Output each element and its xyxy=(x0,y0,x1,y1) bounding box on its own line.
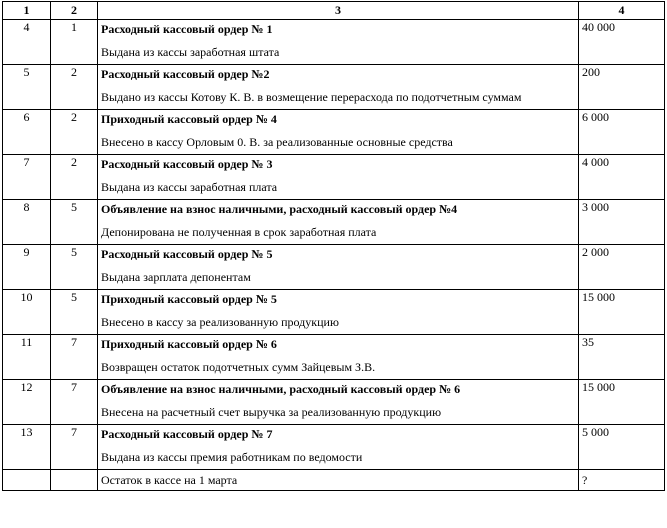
row-description xyxy=(98,425,579,470)
balance-row-number xyxy=(3,470,51,491)
operation-text: Внесено в кассу Орловым 0. В. за реализованные основные средства xyxy=(101,135,453,149)
row-description xyxy=(98,245,579,290)
header-col-4: 4 xyxy=(579,2,665,20)
operation-text: Выдана из кассы заработная плата xyxy=(101,180,278,194)
row-amount: 200 xyxy=(579,65,665,110)
document-title: Расходный кассовый ордер №2 xyxy=(101,67,270,81)
table-row xyxy=(3,245,665,290)
row-amount: 5 000 xyxy=(579,425,665,470)
row-number: 8 xyxy=(3,200,51,245)
row-description xyxy=(98,290,579,335)
row-description xyxy=(98,155,579,200)
table-row xyxy=(3,425,665,470)
document-title: Приходный кассовый ордер № 5 xyxy=(101,292,277,306)
row-number: 4 xyxy=(3,20,51,65)
row-description xyxy=(98,20,579,65)
row-number: 13 xyxy=(3,425,51,470)
row-day: 1 xyxy=(51,20,98,65)
row-day: 7 xyxy=(51,380,98,425)
row-day: 2 xyxy=(51,155,98,200)
operation-text: Внесена на расчетный счет выручка за реализованную продукцию xyxy=(101,405,442,419)
row-amount: 6 000 xyxy=(579,110,665,155)
table-row xyxy=(3,20,665,65)
document-title: Расходный кассовый ордер № 5 xyxy=(101,247,273,261)
row-day: 2 xyxy=(51,65,98,110)
operation-text: Депонирована не полученная в срок заработная плата xyxy=(101,225,377,239)
document-title: Объявление на взнос наличными, расходный кассовый ордер №4 xyxy=(101,202,458,216)
operation-text: Выдана из кассы заработная штата xyxy=(101,45,280,59)
document-title: Объявление на взнос наличными, расходный кассовый ордер № 6 xyxy=(101,382,461,396)
row-day: 2 xyxy=(51,110,98,155)
balance-row xyxy=(3,470,665,491)
table-row xyxy=(3,335,665,380)
row-number: 7 xyxy=(3,155,51,200)
document-title: Расходный кассовый ордер № 7 xyxy=(101,427,273,441)
row-number: 9 xyxy=(3,245,51,290)
row-description xyxy=(98,200,579,245)
row-day: 5 xyxy=(51,290,98,335)
row-amount: 15 000 xyxy=(579,380,665,425)
row-description xyxy=(98,110,579,155)
balance-amount: ? xyxy=(579,470,665,491)
operation-text: Выдана из кассы премия работникам по ведомости xyxy=(101,450,363,464)
table-row xyxy=(3,290,665,335)
row-day: 5 xyxy=(51,245,98,290)
row-day: 7 xyxy=(51,335,98,380)
header-row xyxy=(3,2,665,20)
header-col-3: 3 xyxy=(98,2,579,20)
balance-row-day xyxy=(51,470,98,491)
document-title: Расходный кассовый ордер № 1 xyxy=(101,22,273,36)
row-description xyxy=(98,335,579,380)
row-amount: 35 xyxy=(579,335,665,380)
document-title: Приходный кассовый ордер № 6 xyxy=(101,337,277,351)
header-col-1: 1 xyxy=(3,2,51,20)
row-number: 5 xyxy=(3,65,51,110)
row-number: 11 xyxy=(3,335,51,380)
row-description xyxy=(98,380,579,425)
table-row xyxy=(3,155,665,200)
document-title: Расходный кассовый ордер № 3 xyxy=(101,157,273,171)
row-description xyxy=(98,65,579,110)
balance-label: Остаток в кассе на 1 марта xyxy=(98,470,579,491)
operation-text: Возвращен остаток подотчетных сумм Зайцевым З.В. xyxy=(101,360,376,374)
operation-text: Внесено в кассу за реализованную продукцию xyxy=(101,315,339,329)
table-row xyxy=(3,200,665,245)
table-row xyxy=(3,380,665,425)
row-number: 12 xyxy=(3,380,51,425)
row-amount: 3 000 xyxy=(579,200,665,245)
row-amount: 40 000 xyxy=(579,20,665,65)
row-day: 7 xyxy=(51,425,98,470)
row-amount: 2 000 xyxy=(579,245,665,290)
table-row xyxy=(3,110,665,155)
cash-ledger-table xyxy=(2,1,665,491)
operation-text: Выдана зарплата депонентам xyxy=(101,270,251,284)
document-title: Приходный кассовый ордер № 4 xyxy=(101,112,277,126)
row-amount: 15 000 xyxy=(579,290,665,335)
row-day: 5 xyxy=(51,200,98,245)
header-col-2: 2 xyxy=(51,2,98,20)
row-number: 10 xyxy=(3,290,51,335)
table-row xyxy=(3,65,665,110)
row-number: 6 xyxy=(3,110,51,155)
row-amount: 4 000 xyxy=(579,155,665,200)
operation-text: Выдано из кассы Котову К. В. в возмещение перерасхода по подотчетным суммам xyxy=(101,90,522,104)
